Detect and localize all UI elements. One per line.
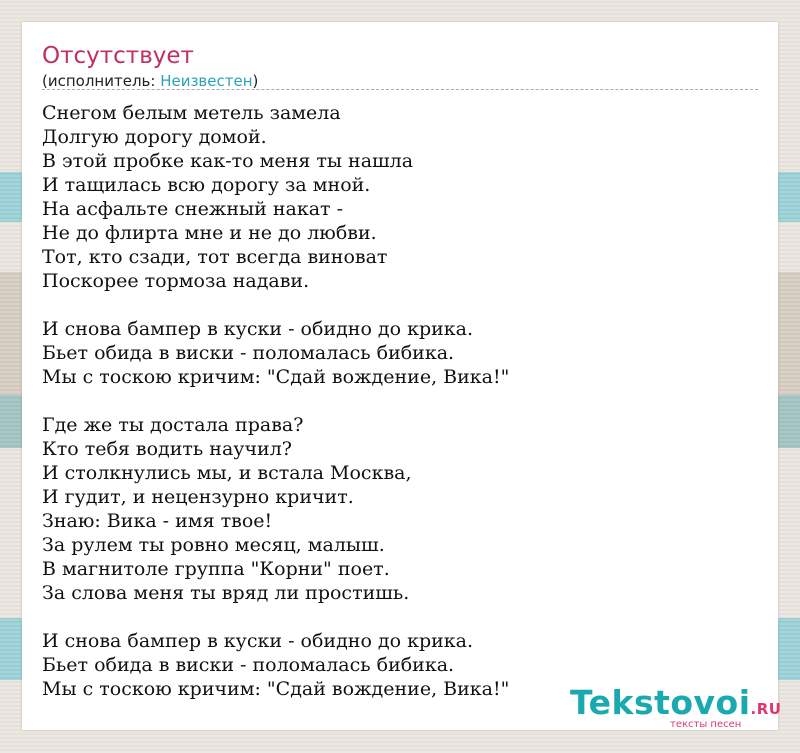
site-logo[interactable] — [570, 684, 780, 730]
lyric-line: Мы с тоскою кричим: "Сдай вождение, Вика!" — [42, 366, 510, 388]
title-divider — [42, 89, 758, 90]
artist-link[interactable]: Неизвестен — [160, 72, 253, 90]
lyric-line: Снегом белым метель замела — [42, 102, 341, 124]
lyric-line: Где же ты достала права? — [42, 414, 304, 436]
stanza-break — [42, 605, 758, 629]
stanza-break — [42, 293, 758, 317]
lyric-line: В магнитоле группа "Корни" поет. — [42, 558, 390, 580]
lyrics-text — [42, 101, 758, 701]
lyric-line: За рулем ты ровно месяц, малыш. — [42, 534, 385, 556]
lyric-line: И снова бампер в куски - обидно до крика. — [42, 630, 474, 652]
artist-byline — [42, 71, 258, 91]
lyric-line: И тащилась всю дорогу за мной. — [42, 174, 371, 196]
lyric-line: Кто тебя водить научил? — [42, 438, 292, 460]
lyric-line: Тот, кто сзади, тот всегда виноват — [42, 246, 388, 268]
lyric-line: И столкнулись мы, и встала Москва, — [42, 462, 412, 484]
lyric-line: В этой пробке как-то меня ты нашла — [42, 150, 414, 172]
stanza-break — [42, 389, 758, 413]
byline-prefix: (исполнитель: — [42, 72, 161, 90]
byline-suffix: ) — [252, 72, 259, 90]
lyric-line: И гудит, и нецензурно кричит. — [42, 486, 354, 508]
logo-tagline: тексты песен — [670, 719, 742, 730]
lyric-line: За слова меня ты вряд ли простишь. — [42, 582, 410, 604]
logo-name: Tekstovoi — [570, 683, 751, 722]
lyric-line: На асфальте снежный накат - — [42, 198, 343, 220]
logo-tld: .RU — [750, 700, 782, 718]
lyric-line: Бьет обида в виски - поломалась бибика. — [42, 654, 455, 676]
lyric-line: Бьет обида в виски - поломалась бибика. — [42, 342, 455, 364]
lyric-line: Поскорее тормоза надави. — [42, 270, 310, 292]
lyrics-card — [22, 22, 782, 730]
lyric-line: Мы с тоскою кричим: "Сдай вождение, Вика!" — [42, 678, 510, 700]
lyric-line: И снова бампер в куски - обидно до крика. — [42, 318, 474, 340]
song-title: Отсутствует — [42, 43, 194, 69]
lyric-line: Не до флирта мне и не до любви. — [42, 222, 377, 244]
lyric-line: Долгую дорогу домой. — [42, 126, 267, 148]
lyric-line: Знаю: Вика - имя твое! — [42, 510, 273, 532]
